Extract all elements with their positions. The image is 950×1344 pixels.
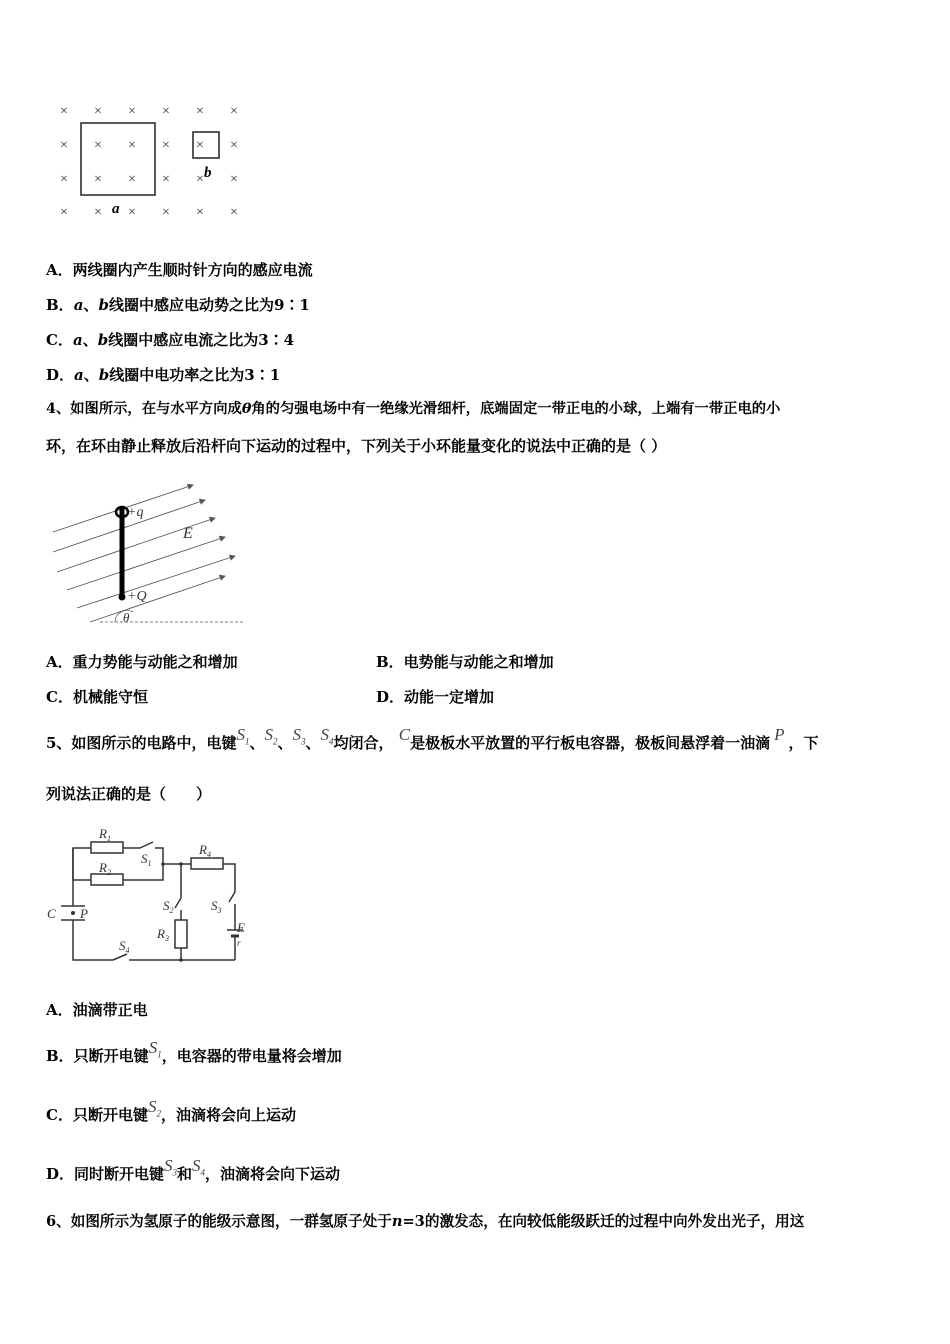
field-cross: ×	[196, 104, 204, 119]
q5-option-a: A．油滴带正电	[46, 1001, 148, 1019]
field-line	[77, 556, 235, 608]
electric-field-rod-figure	[45, 480, 255, 625]
q4-option-a: A．重力势能与动能之和增加	[46, 653, 238, 671]
q5-option-b: B．只断开电键$S_1$，电容器的带电量将会增加	[46, 1038, 342, 1065]
circuit-figure	[45, 820, 255, 970]
field-cross: ×	[94, 205, 102, 220]
svg-text:C: C	[47, 906, 56, 921]
q4-stem-line1: 4、如图所示，在与水平方向成θ角的匀强电场中有一绝缘光滑细杆，底端固定一带正电的小球，上端有一带正电的小	[46, 401, 781, 417]
q6-stem-line1: 6、如图所示为氢原子的能级示意图，一群氢原子处于n=3的激发态，在向较低能级跃迁的过程中向外发出光子，用这	[46, 1213, 805, 1230]
svg-text:R1: $R_1$	[99, 826, 111, 843]
q3-option-d: D．a、b线圈中电功率之比为3∶1	[46, 366, 281, 384]
resistor-r4	[191, 858, 223, 869]
field-cross: ×	[196, 138, 204, 153]
charged-ball	[119, 594, 126, 601]
field-cross: ×	[162, 104, 170, 119]
magnetic-field-figure	[50, 95, 250, 225]
svg-text:R2: $R_2$	[99, 860, 111, 877]
ball-charge-label: +Q	[127, 589, 147, 604]
field-cross: ×	[196, 172, 204, 187]
field-cross: ×	[196, 205, 204, 220]
field-cross: ×	[128, 205, 136, 220]
svg-text:S1: $S_1$	[141, 851, 152, 868]
field-cross: ×	[162, 138, 170, 153]
switch-s2	[175, 898, 181, 908]
q5-option-c: C．只断开电键$S_2$，油滴将会向上运动	[46, 1097, 296, 1124]
svg-text:S4: $S_4$	[119, 938, 130, 955]
field-line	[90, 576, 225, 622]
field-cross: ×	[60, 172, 68, 187]
svg-text:R4: $R_4$	[199, 842, 211, 859]
field-cross: ×	[128, 104, 136, 119]
field-cross: ×	[94, 172, 102, 187]
q4-option-b: B．电势能与动能之和增加	[376, 653, 554, 671]
field-cross: ×	[230, 104, 238, 119]
switch-s3	[229, 892, 235, 902]
field-cross: ×	[94, 104, 102, 119]
resistor-r1	[91, 842, 123, 853]
field-cross: ×	[128, 138, 136, 153]
svg-text:E: E	[237, 920, 245, 935]
field-cross: ×	[60, 138, 68, 153]
ring-charge-label: +q	[127, 505, 144, 520]
q5-stem-line2: 列说法正确的是（ ）	[46, 785, 212, 803]
field-cross: ×	[230, 138, 238, 153]
svg-text:S3: $S_3$	[211, 898, 222, 915]
field-cross: ×	[230, 205, 238, 220]
loop-a	[81, 123, 155, 195]
q3-option-a: A．两线圈内产生顺时针方向的感应电流	[46, 261, 313, 279]
q4-option-d: D．动能一定增加	[376, 688, 495, 706]
switch-s1	[140, 842, 153, 848]
svg-text:S2: $S_2$	[163, 898, 174, 915]
field-cross: ×	[128, 172, 136, 187]
q3-option-c: C．a、b线圈中感应电流之比为3∶4	[46, 331, 295, 349]
svg-text:R3: $R_3$	[157, 926, 169, 943]
field-cross: ×	[162, 205, 170, 220]
resistor-r3	[175, 920, 187, 948]
oil-drop	[71, 911, 75, 915]
q5-option-d: D．同时断开电键$S_3$和$S_4$，油滴将会向下运动	[46, 1156, 341, 1183]
field-cross: ×	[94, 138, 102, 153]
loop-a-label: a	[112, 201, 120, 217]
field-cross: ×	[162, 172, 170, 187]
q5-stem-line1: 5、如图所示的电路中，电键$S_1$、$S_2$、$S_3$、$S_4$均闭合， C是极板水平放置的平行板电容器，极板间悬浮着一油滴 P ，下	[46, 725, 819, 752]
q3-option-b: B．a、b线圈中感应电动势之比为9∶1	[46, 296, 310, 314]
field-cross: ×	[60, 205, 68, 220]
q4-stem-line2: 环，在环由静止释放后沿杆向下运动的过程中，下列关于小环能量变化的说法中正确的是（ ）	[46, 437, 667, 455]
angle-label: θ	[123, 610, 130, 625]
q4-option-c: C．机械能守恒	[46, 688, 148, 706]
field-label: E	[183, 525, 193, 542]
field-line	[67, 537, 225, 590]
svg-text:P: P	[80, 906, 88, 921]
field-cross: ×	[60, 104, 68, 119]
loop-b-label: b	[204, 165, 212, 181]
field-cross: ×	[230, 172, 238, 187]
svg-text:r: r	[237, 938, 241, 948]
